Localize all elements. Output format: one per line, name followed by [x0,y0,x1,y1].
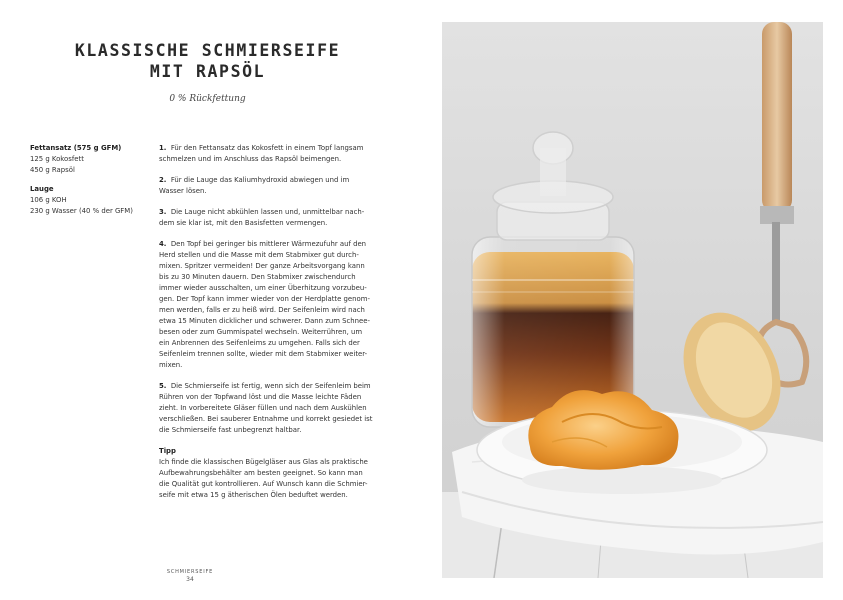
lye-item: 106 g KOH [30,196,67,204]
step-number: 2. [159,176,167,184]
page-footer [150,568,230,584]
recipe-subtitle: 0 % Rückfettung [169,94,246,104]
step-line: ein Anbrennen des Seifenleims zu umgehen. Falls sich der [159,339,360,347]
step-2 [159,175,381,197]
step-number: 3. [159,208,167,216]
step-number: 1. [159,144,167,152]
soap-photo [442,22,823,578]
tip-heading: Tipp [159,447,176,455]
step-line: immer wieder ausschalten, um einer Überhitzung vorzubeu- [159,284,367,292]
step-number: 4. [159,240,167,248]
step-line: Wasser lösen. [159,187,207,195]
step-line: bis zu 30 Minuten dauern. Den Stabmixer zwischendurch [159,273,356,281]
instructions-column [159,143,381,511]
step-line: zieht. In vorbereitete Gläser füllen und nach dem Auskühlen [159,404,367,412]
step-5 [159,381,381,436]
tip-box [159,446,381,501]
step-line: Rühren von der Topfwand löst und die Masse leichte Fäden [159,393,362,401]
step-line: Seifenleim trennen sollte, wieder mit dem Stabmixer weiter- [159,350,368,358]
step-line: Herd stellen und die Masse mit dem Stabmixer gut durch- [159,251,359,259]
tip-line: Aufbewahrungsbehälter am besten geeignet. So kann man [159,469,363,477]
step-number: 5. [159,382,167,390]
fat-item: 450 g Rapsöl [30,166,75,174]
step-line: Den Topf bei geringer bis mittlerer Wärmezufuhr auf den [170,240,367,248]
tip-line: seife mit etwa 15 g ätherischen Ölen beduftet werden. [159,491,348,499]
recipe-title-line-1: KLASSISCHE SCHMIERSEIFE [74,41,341,60]
fat-heading: Fettansatz (575 g GFM) [30,144,122,152]
step-line: etwa 15 Minuten dicklicher und schwerer. Dann zum Schnee- [159,317,370,325]
step-line: schmelzen und im Anschluss das Rapsöl beimengen. [159,155,342,163]
recipe-title-line-2: MIT RAPSÖL [149,62,266,81]
footer-section: SCHMIERSEIFE [166,569,214,575]
step-4 [159,239,381,371]
step-line: Für den Fettansatz das Kokosfett in einem Topf langsam [170,144,364,152]
step-line: Die Schmierseife ist fertig, wenn sich der Seifenleim beim [170,382,371,390]
lye-item: 230 g Wasser (40 % der GFM) [30,207,133,215]
step-1 [159,143,381,165]
step-line: Die Lauge nicht abkühlen lassen und, unmittelbar nach- [170,208,365,216]
photo-illustration [442,22,823,578]
left-page [0,0,421,600]
fat-item: 125 g Kokosfett [30,155,84,163]
step-line: men werden, falls er zu heiß wird. Der Seifenleim wird nach [159,306,365,314]
tip-line: die Qualität gut kontrollieren. Auf Wunsch kann die Schmier- [159,480,368,488]
tip-line: Ich finde die klassischen Bügelgläser aus Glas als praktische [159,458,368,466]
step-line: mixen. Spritzer vermeiden! Der ganze Arbeitsvorgang kann [159,262,365,270]
step-line: besen oder zum Gummispatel wechseln. Weiterrühren, um [159,328,363,336]
lye-heading: Lauge [30,185,54,193]
step-line: mixen. [159,361,183,369]
page-number: 34 [186,576,194,583]
step-line: Für die Lauge das Kaliumhydroxid abwiegen und im [170,176,350,184]
step-line: gen. Der Topf kann immer wieder von der Herdplatte genom- [159,295,370,303]
step-line: verschließen. Bei sauberer Entnahme und korrekt gesiedet ist [159,415,373,423]
ingredients-column [30,143,148,217]
step-3 [159,207,381,229]
step-line: dem sie klar ist, mit den Basisfetten vermengen. [159,219,328,227]
recipe-title [60,40,355,82]
step-line: die Schmierseife fast unbegrenzt haltbar. [159,426,302,434]
